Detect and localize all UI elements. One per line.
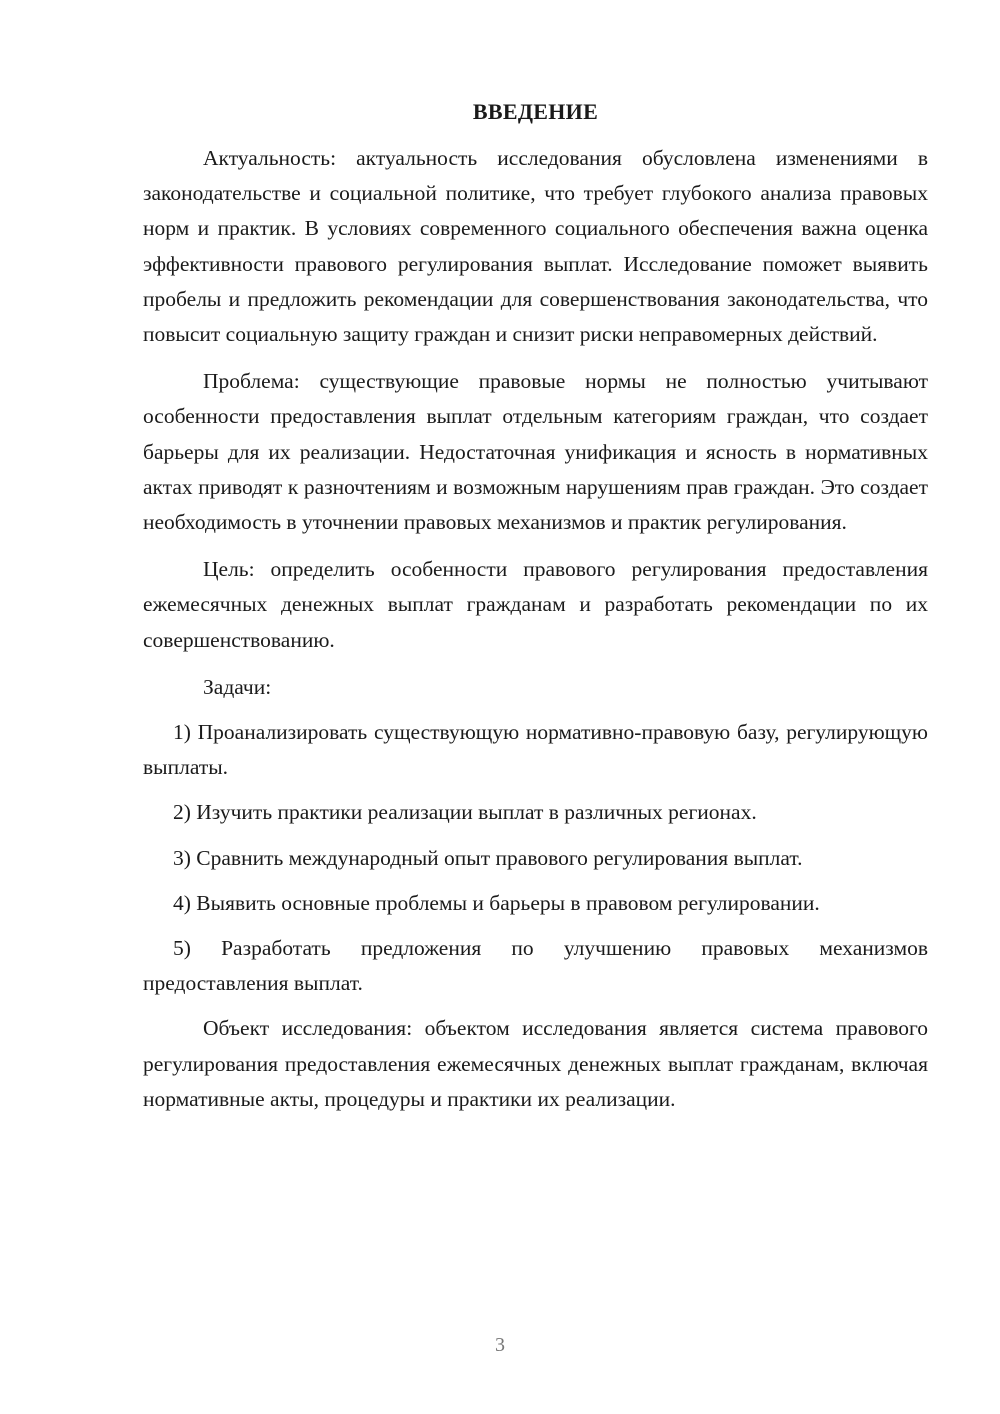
tasks-heading: Задачи: (203, 674, 272, 699)
page-number: 3 (495, 1334, 505, 1356)
page-body (143, 94, 928, 1129)
task-item: 3) Сравнить международный опыт правового регулирования выплат. (173, 845, 803, 870)
task-item: 4) Выявить основные проблемы и барьеры в правовом регулировании. (173, 890, 820, 915)
task-item: 5) Разработать предложения по улучшению правовых механизмов предоставления выплат. (143, 936, 928, 996)
problem-paragraph: Проблема: существующие правовые нормы не полностью учитывают особенности предоставления выплат отдельным категориям граждан, что создает барьеры для их реализации. Недостаточная унификация и ясность в нормативных актах приводят к разночтениям и возможным нарушениям прав граждан. Это создает необходимость в уточнении правовых механизмов и практик регулирования. (143, 369, 928, 535)
section-title: ВВЕДЕНИЕ (472, 99, 599, 124)
goal-paragraph: Цель: определить особенности правового регулирования предоставления ежемесячных денежных выплат гражданам и разработать рекомендации по их совершенствованию. (143, 557, 928, 652)
tasks-list (143, 715, 928, 1001)
task-item: 2) Изучить практики реализации выплат в различных регионах. (173, 800, 757, 825)
task-item: 1) Проанализировать существующую нормативно-правовую базу, регулирующую выплаты. (143, 720, 928, 780)
object-paragraph: Объект исследования: объектом исследования является система правового регулирования предоставления ежемесячных денежных выплат гражданам, включая нормативные акты, процедуры и практики их реализации. (143, 1016, 928, 1111)
relevance-paragraph: Актуальность: актуальность исследования обусловлена изменениями в законодательстве и социальной политике, что требует глубокого анализа правовых норм и практик. В условиях современного социального обеспечения важна оценка эффективности правового регулирования выплат. Исследование поможет выявить пробелы и предложить рекомендации для совершенствования законодательства, что повысит социальную защиту граждан и снизит риски неправомерных действий. (143, 146, 928, 347)
